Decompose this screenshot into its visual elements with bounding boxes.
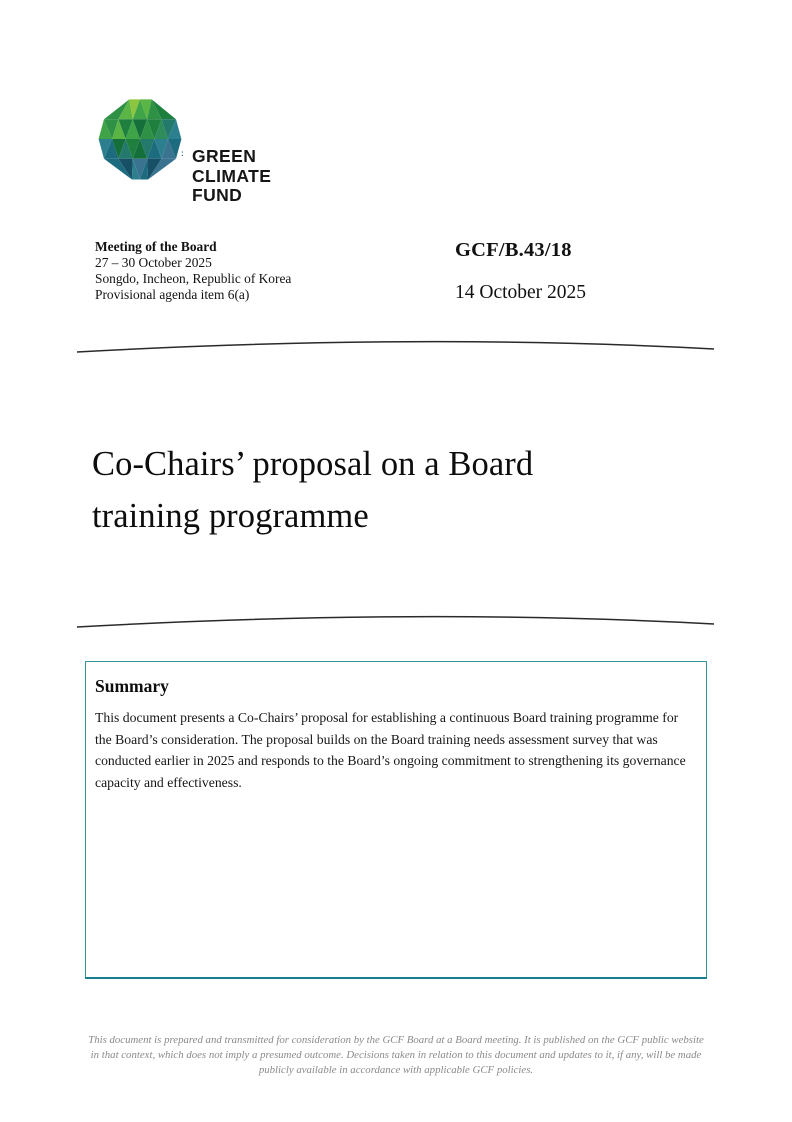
curved-divider-bottom: [75, 609, 716, 631]
meeting-location: Songdo, Incheon, Republic of Korea: [95, 271, 292, 287]
page-title: [92, 438, 702, 542]
registered-trademark-mark: :: [181, 149, 184, 158]
meeting-title: Meeting of the Board: [95, 239, 217, 254]
summary-body: This document presents a Co-Chairs’ proposal for establishing a continuous Board training programme for the Board’s consideration. The proposal builds on the Board training needs assessment survey that was conducted earlier in 2025 and responds to the Board’s ongoing commitment to strengthening its governance capacity and effectiveness.: [95, 710, 686, 790]
document-reference: [455, 239, 586, 304]
summary-heading: Summary: [95, 676, 169, 696]
meeting-dates: 27 – 30 October 2025: [95, 255, 212, 271]
meeting-info: [95, 239, 291, 303]
page-title-line2: training programme: [92, 497, 369, 535]
meeting-agenda-item: Provisional agenda item 6(a): [95, 287, 250, 303]
curved-divider-top: [75, 334, 716, 356]
summary-box: [85, 661, 707, 979]
wordmark-line-fund: FUND: [192, 185, 243, 205]
document-code: GCF/B.43/18: [455, 239, 572, 261]
page-title-line1: Co-Chairs’ proposal on a Board: [92, 445, 534, 483]
footer-disclaimer: This document is prepared and transmitted for consideration by the GCF Board at a Board meeting. It is published on the GCF public website in that context, which does not imply a presumed outcome. Decisions taken in relation to this document and updates to it, if any, will be made publicly available in accordance with applicable GCF policies.: [88, 1034, 704, 1076]
document-date: 14 October 2025: [455, 282, 587, 303]
gcf-globe-icon: [95, 93, 185, 185]
wordmark-line-green: GREEN: [192, 146, 257, 166]
wordmark-line-climate: CLIMATE: [192, 165, 272, 186]
gcf-logo: [95, 93, 355, 208]
gcf-wordmark: [192, 147, 271, 206]
